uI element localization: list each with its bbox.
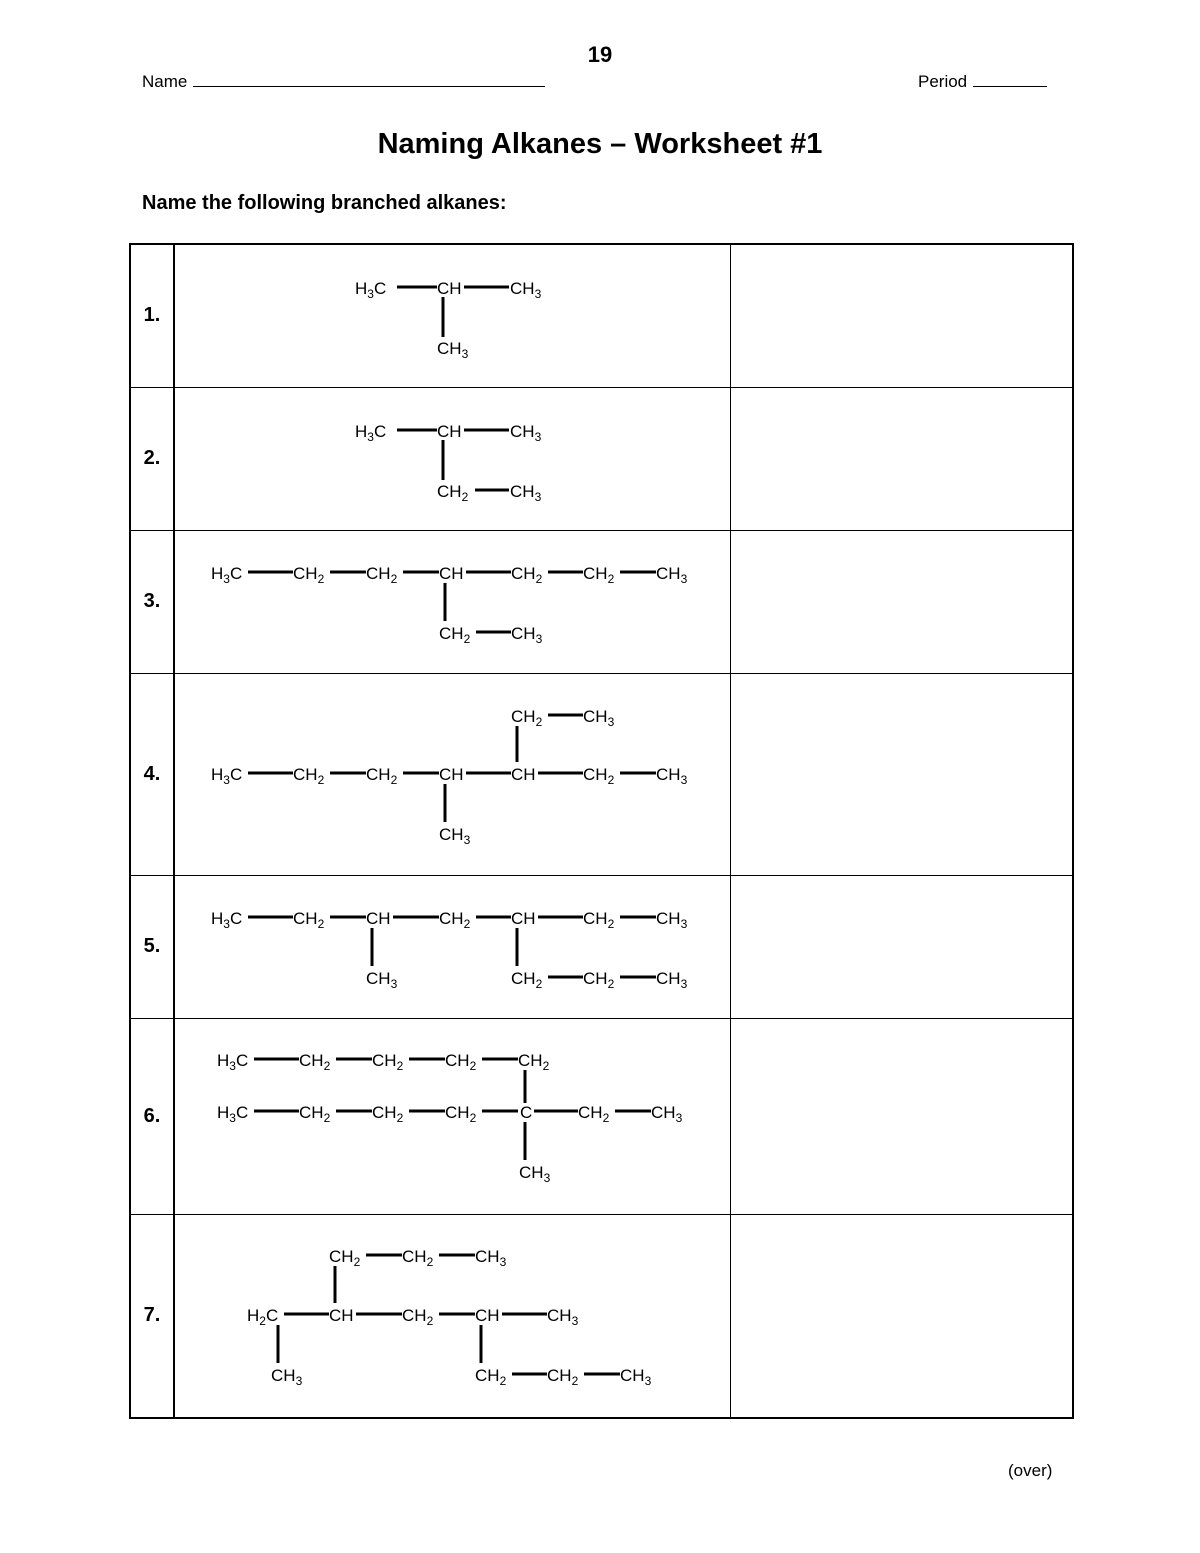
problem-number: 5. [130,875,174,1018]
problem-row [130,244,1073,387]
svg-text:CH3: $CH_3$ [475,1246,507,1269]
answer-cell[interactable] [730,875,1073,1018]
structure-cell [174,387,730,530]
page-title: Naming Alkanes – Worksheet #1 [377,128,823,160]
svg-text:CH2: $CH_2$ [439,909,471,931]
svg-text:CH2: $CH_2$ [402,1305,434,1328]
answer-cell[interactable] [730,1018,1073,1214]
svg-text:CH2: $CH_2$ [366,564,398,586]
svg-text:CH2: $CH_2$ [293,765,325,787]
svg-text:CH: CH [511,909,536,928]
answer-cell[interactable] [730,673,1073,875]
svg-text:CH: CH [366,909,391,928]
svg-text:CH2: $CH_2$ [372,1103,404,1125]
problem-number: 2. [130,387,174,530]
svg-text:CH3: $CH_3$ [437,339,469,362]
svg-text:CH3: $CH_3$ [547,1305,579,1328]
svg-text:CH2: $CH_2$ [583,564,615,586]
instructions: Name the following branched alkanes: [142,192,507,214]
structural-formula-4 [175,674,729,874]
structural-formula-3 [175,531,729,672]
structure-cell [174,530,730,673]
svg-text:H3C: $H_3C$ [211,564,243,586]
svg-text:CH2: $CH_2$ [329,1246,361,1269]
name-label: Name [142,72,188,91]
svg-text:CH3: $CH_3$ [620,1365,652,1388]
svg-text:CH2: $CH_2$ [511,969,543,991]
svg-text:CH2: $CH_2$ [583,765,615,787]
svg-text:CH2: $CH_2$ [293,564,325,586]
svg-text:C: C [520,1103,533,1122]
answer-cell[interactable] [730,530,1073,673]
svg-text:CH2: $CH_2$ [578,1103,610,1125]
svg-text:CH: CH [437,422,462,441]
problem-row [130,530,1073,673]
svg-text:CH: CH [439,564,464,583]
problem-row [130,387,1073,530]
svg-text:CH: CH [439,765,464,784]
svg-text:CH2: $CH_2$ [475,1365,507,1388]
svg-text:CH2: $CH_2$ [583,909,615,931]
svg-text:CH3: $CH_3$ [519,1163,551,1185]
name-blank[interactable] [193,72,545,87]
problem-row [130,673,1073,875]
svg-text:CH3: $CH_3$ [656,909,688,931]
structural-formula-6 [175,1019,729,1213]
svg-text:CH3: $CH_3$ [439,825,471,847]
svg-text:H2C: $H_2C$ [247,1305,279,1328]
svg-text:CH2: $CH_2$ [372,1051,404,1073]
problem-row [130,1018,1073,1214]
svg-text:CH2: $CH_2$ [437,482,469,504]
svg-text:H3C: $H_3C$ [355,279,387,302]
svg-text:CH3: $CH_3$ [511,624,543,646]
svg-text:CH2: $CH_2$ [402,1246,434,1269]
structural-formula-1 [175,245,729,386]
svg-text:CH3: $CH_3$ [656,564,688,586]
svg-text:H3C: $H_3C$ [211,909,243,931]
name-field[interactable] [142,72,545,92]
svg-text:CH2: $CH_2$ [511,707,543,729]
svg-text:CH2: $CH_2$ [299,1103,331,1125]
structural-formula-7 [175,1215,729,1417]
svg-text:CH: CH [437,279,462,299]
period-field[interactable] [918,72,1047,92]
problem-number: 7. [130,1214,174,1418]
svg-text:CH2: $CH_2$ [445,1051,477,1073]
svg-text:CH2: $CH_2$ [299,1051,331,1073]
svg-text:CH2: $CH_2$ [445,1103,477,1125]
svg-text:CH3: $CH_3$ [366,969,398,991]
svg-text:CH3: $CH_3$ [510,422,542,444]
svg-text:CH2: $CH_2$ [583,969,615,991]
svg-text:CH3: $CH_3$ [656,765,688,787]
period-label: Period [918,72,968,91]
svg-text:CH3: $CH_3$ [656,969,688,991]
svg-text:CH2: $CH_2$ [293,909,325,931]
svg-text:CH: CH [475,1305,500,1325]
structure-cell [174,673,730,875]
problem-number: 4. [130,673,174,875]
structure-cell [174,244,730,387]
answer-cell[interactable] [730,1214,1073,1418]
svg-text:CH2: $CH_2$ [366,765,398,787]
svg-text:CH: CH [511,765,536,784]
svg-text:H3C: $H_3C$ [355,422,387,444]
svg-text:CH2: $CH_2$ [518,1051,550,1073]
structural-formula-5 [175,876,729,1017]
svg-text:H3C: $H_3C$ [217,1103,249,1125]
answer-cell[interactable] [730,244,1073,387]
svg-text:CH2: $CH_2$ [547,1365,579,1388]
page-number: 19 [587,42,613,67]
over-note: (over) [1008,1461,1053,1480]
problem-row [130,875,1073,1018]
problem-row [130,1214,1073,1418]
svg-text:CH2: $CH_2$ [511,564,543,586]
svg-text:CH3: $CH_3$ [510,279,542,302]
problem-number: 6. [130,1018,174,1214]
svg-text:H3C: $H_3C$ [211,765,243,787]
svg-text:CH: CH [329,1305,354,1325]
structure-cell [174,1214,730,1418]
svg-text:CH3: $CH_3$ [651,1103,683,1125]
problem-number: 3. [130,530,174,673]
problem-number: 1. [130,244,174,387]
period-blank[interactable] [973,72,1047,87]
structural-formula-2 [175,388,729,529]
structure-cell [174,875,730,1018]
svg-text:CH3: $CH_3$ [271,1365,303,1388]
svg-text:CH3: $CH_3$ [510,482,542,504]
svg-text:H3C: $H_3C$ [217,1051,249,1073]
answer-cell[interactable] [730,387,1073,530]
worksheet-table [129,243,1074,1419]
svg-text:CH2: $CH_2$ [439,624,471,646]
structure-cell [174,1018,730,1214]
svg-text:CH3: $CH_3$ [583,707,615,729]
